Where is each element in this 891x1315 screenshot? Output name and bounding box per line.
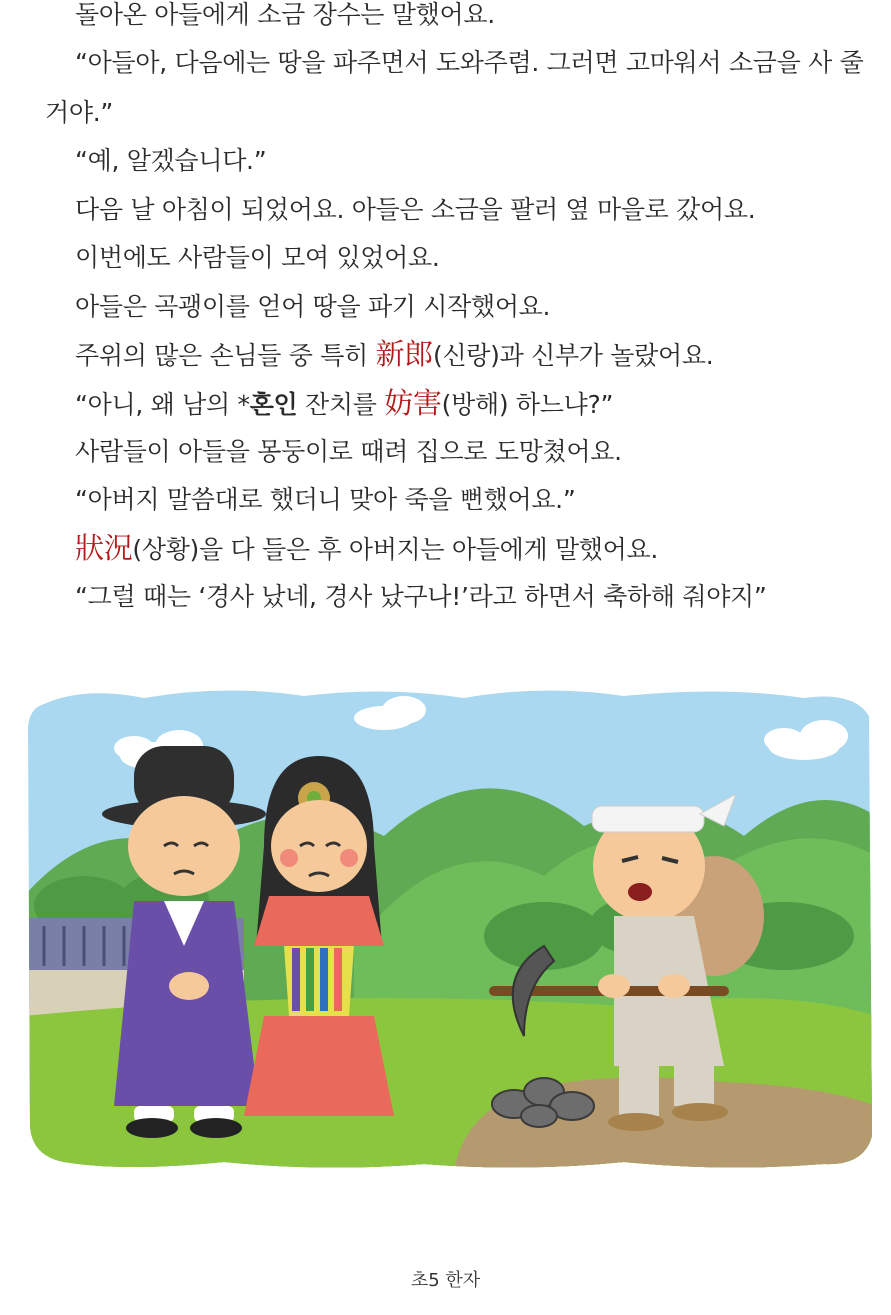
paragraph-4: 다음 날 아침이 되었어요. 아들은 소금을 팔러 옆 마을로 갔어요. bbox=[75, 195, 756, 224]
paragraph-7-text-b: (신랑)과 신부가 놀랐어요. bbox=[433, 341, 714, 370]
hanja-sinrang: 新郎 bbox=[375, 337, 433, 371]
paragraph-7-text-a: 주위의 많은 손님들 중 특히 bbox=[75, 341, 376, 370]
story-illustration bbox=[24, 686, 876, 1172]
paragraph-12: “그럴 때는 ‘경사 났네, 경사 났구나!’라고 하면서 축하해 줘야지” bbox=[75, 582, 767, 611]
page-footer: 초5 한자 bbox=[410, 1270, 481, 1291]
paragraph-8-text-b: 잔치를 bbox=[297, 390, 385, 419]
paragraph-2-cont: 거야.” bbox=[45, 98, 113, 127]
paragraph-2: “아들아, 다음에는 땅을 파주면서 도와주렴. 그러면 고마워서 소금을 사 줄 bbox=[75, 48, 864, 77]
paragraph-7 bbox=[75, 337, 713, 373]
paragraph-3: “예, 알겠습니다.” bbox=[75, 146, 267, 175]
paragraph-9: 사람들이 아들을 몽둥이로 때려 집으로 도망쳤어요. bbox=[75, 437, 622, 466]
paragraph-11 bbox=[75, 531, 658, 567]
paragraph-8-text-c: (방해) 하느냐?” bbox=[441, 390, 614, 419]
keyword-honin: 혼인 bbox=[249, 390, 298, 419]
hanja-sanghwang: 狀況 bbox=[75, 531, 133, 565]
paragraph-8 bbox=[75, 386, 613, 422]
paragraph-6: 아들은 곡괭이를 얻어 땅을 파기 시작했어요. bbox=[75, 292, 551, 321]
illustration-svg bbox=[24, 686, 876, 1172]
paragraph-10: “아버지 말씀대로 했더니 맞아 죽을 뻔했어요.” bbox=[75, 485, 576, 514]
paragraph-1: 돌아온 아들에게 소금 장수는 말했어요. bbox=[75, 0, 495, 29]
paragraph-5: 이번에도 사람들이 모여 있었어요. bbox=[75, 243, 440, 272]
hanja-banghae: 妨害 bbox=[384, 386, 442, 420]
paragraph-11-text-b: (상황)을 다 들은 후 아버지는 아들에게 말했어요. bbox=[132, 535, 658, 564]
paragraph-8-text-a: “아니, 왜 남의 * bbox=[75, 390, 250, 419]
